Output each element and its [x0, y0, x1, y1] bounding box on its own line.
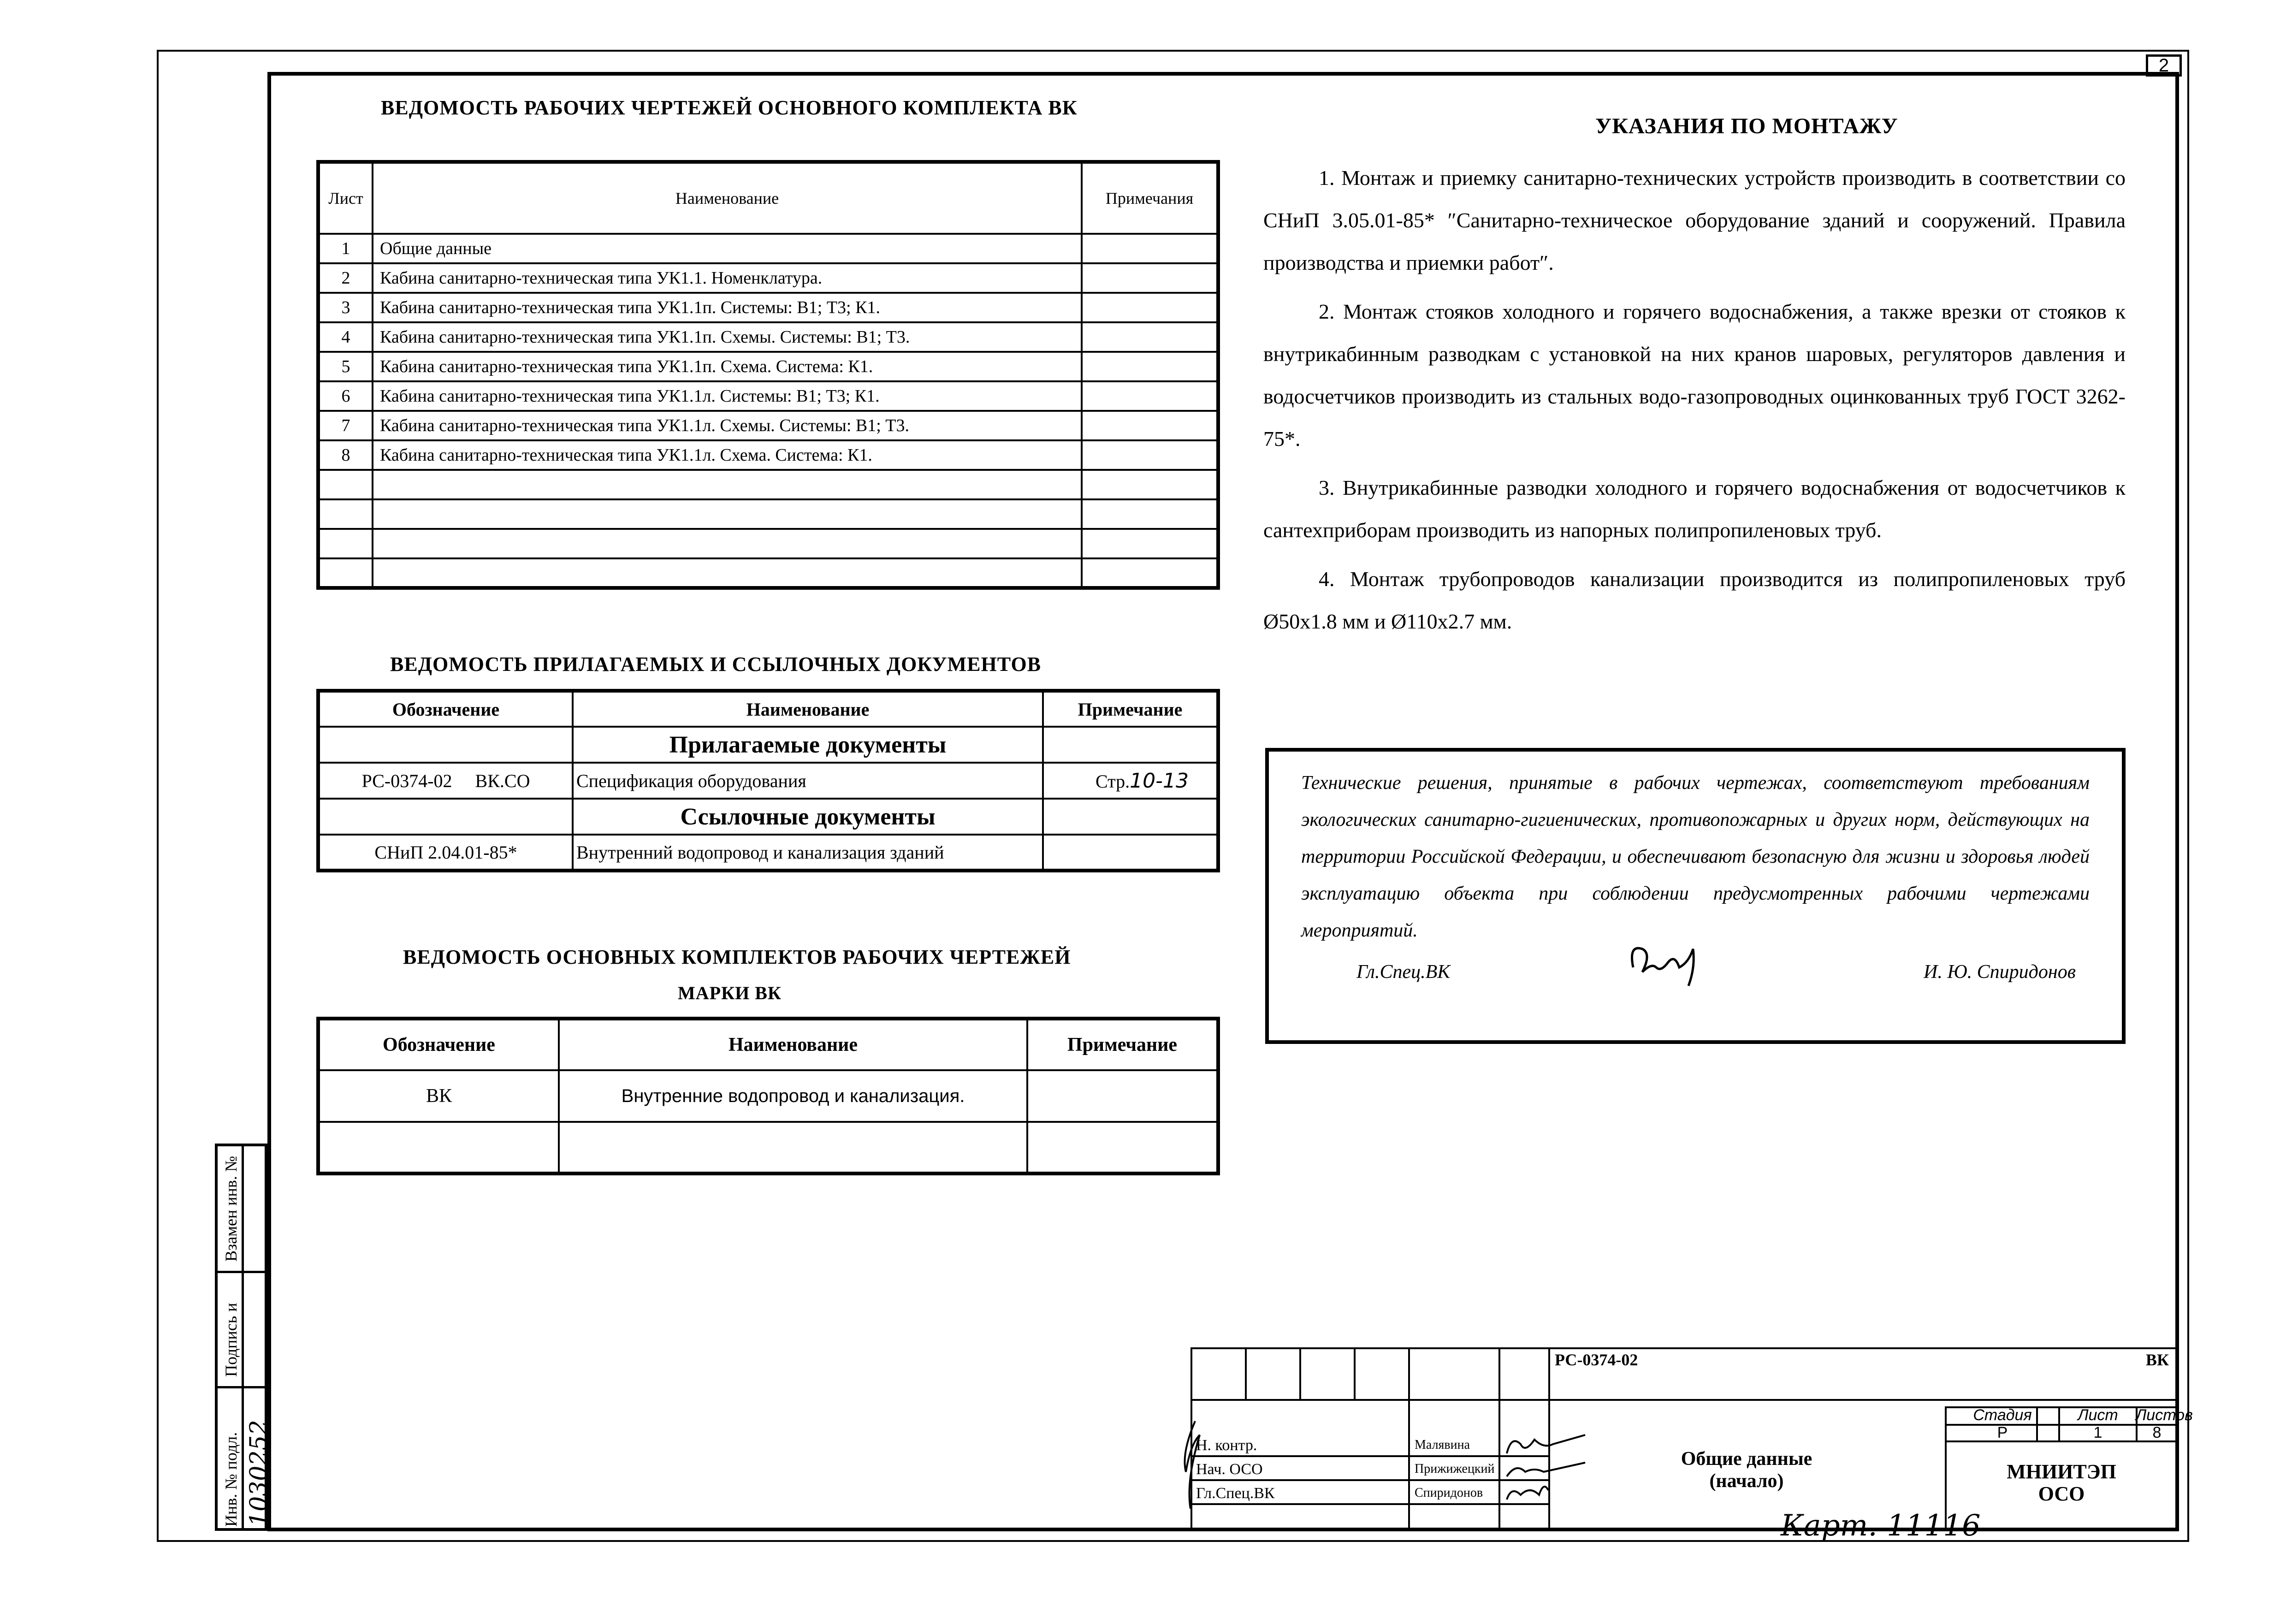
sets-list-title: ВЕДОМОСТЬ ОСНОВНЫХ КОМПЛЕКТОВ РАБОЧИХ ЧЕРТЕЖЕЙ: [403, 946, 1071, 968]
sheet-notes-cell: [1082, 558, 1218, 588]
instruction-item: 2. Монтаж стояков холодного и горячего водоснабжения, а также врезки от стояков к внутрикабинным разводкам с установкой на них кранов шаровых, регуляторов давления и водосчетчиков производить из стальных водо-газопроводных оцинкованных труб ГОСТ 3262-75*.: [1263, 300, 2126, 450]
sheets-value: 8: [2152, 1424, 2162, 1441]
sheet-name-cell: Общие данные: [373, 234, 1082, 263]
signature-icon: [1624, 935, 1716, 990]
set-name: [559, 1122, 1027, 1174]
handwritten-note: Карт. 11116: [1781, 1509, 1981, 1543]
sheet-notes-cell: [1082, 529, 1218, 558]
set-code: [318, 1122, 559, 1174]
staff-name: Малявина: [1415, 1438, 1470, 1452]
staff-signatures-icon: [1502, 1417, 1594, 1527]
doc-code: РС-0374-02: [1555, 1351, 1638, 1369]
sheet-notes-cell: [1082, 470, 1218, 499]
sheet-list-table: [316, 160, 1220, 590]
sheet-notes-cell: [1082, 263, 1218, 293]
sheet-sheet-cell: 7: [318, 411, 373, 440]
reference-doc-name: Внутренний водопровод и канализация зданий: [573, 835, 1043, 871]
set-code: ВК: [318, 1070, 559, 1122]
pen-mark-icon: [1177, 1417, 1204, 1518]
sheet-sheet-cell: [318, 499, 373, 529]
staff-role: Н. контр.: [1196, 1437, 1257, 1454]
side-stamp: [215, 1144, 273, 1531]
table-row: [318, 440, 1218, 470]
sheet-sheet-cell: 1: [318, 234, 373, 263]
doc-title-line-2: (начало): [1709, 1470, 1784, 1492]
table-row: [318, 470, 1218, 499]
sheet-name-cell: Кабина санитарно-техническая типа УК1.1л. Схема. Система: К1.: [373, 440, 1082, 470]
sheet-sheet-cell: 3: [318, 293, 373, 322]
sheet-name-cell: [373, 558, 1082, 588]
signature-label: Подпись и: [222, 1303, 240, 1377]
instruction-item: 4. Монтаж трубопроводов канализации производится из полипропиленовых труб Ø50x1.8 мм и Ø110x2.7 мм.: [1263, 567, 2126, 633]
sheet-notes-cell: [1082, 440, 1218, 470]
sheet-notes-cell: [1082, 411, 1218, 440]
table-row: [318, 529, 1218, 558]
page-number: 2: [2146, 54, 2182, 77]
compliance-role: Гл.Спец.ВК: [1356, 961, 1451, 983]
col-header-code: Обозначение: [318, 691, 573, 727]
sheet-notes-cell: [1082, 381, 1218, 411]
doc-mark: ВК: [2145, 1351, 2169, 1369]
col-header-note: Примечание: [1027, 1019, 1218, 1070]
sheet-sheet-cell: 5: [318, 352, 373, 381]
sheet-value: 1: [2093, 1424, 2102, 1441]
inventory-label: Инв. № подл.: [222, 1432, 240, 1527]
sheets-label: Листов: [2136, 1406, 2193, 1424]
col-header-sheet: Лист: [318, 162, 373, 234]
table-row: [318, 499, 1218, 529]
page-range-handwritten: 10-13: [1130, 769, 1189, 793]
sheet-name-cell: Кабина санитарно-техническая типа УК1.1п. Схема. Система: К1.: [373, 352, 1082, 381]
organization-line-2: ОСО: [2038, 1482, 2085, 1505]
table-row: [318, 263, 1218, 293]
sheet-sheet-cell: [318, 470, 373, 499]
col-header-note: Примечание: [1043, 691, 1218, 727]
sheet-sheet-cell: 2: [318, 263, 373, 293]
reference-docs-header: Ссылочные документы: [573, 799, 1043, 835]
attached-doc-code: РС-0374-02 ВК.СО: [318, 763, 573, 799]
sheet-name-cell: [373, 529, 1082, 558]
reference-doc-code: СНиП 2.04.01-85*: [318, 835, 573, 871]
attached-doc-note: Стр.10-13: [1043, 763, 1218, 799]
instruction-item: 1. Монтаж и приемку санитарно-технических устройств производить в соответствии со СНиП 3.05.01-85* ″Санитарно-техническое оборудование зданий и сооружений. Правила производства и приемки работ″.: [1263, 166, 2126, 274]
sheet-sheet-cell: 6: [318, 381, 373, 411]
table-row: [318, 352, 1218, 381]
title-block: [1190, 1347, 2193, 1543]
staff-name: Прижижецкий: [1415, 1462, 1495, 1476]
instructions-body: [1263, 157, 2126, 643]
compliance-note: [1265, 748, 2126, 1044]
sheet-name-cell: [373, 470, 1082, 499]
col-header-name: Наименование: [573, 691, 1043, 727]
replace-inventory-label: Взамен инв. №: [222, 1156, 240, 1262]
set-note: [1027, 1122, 1218, 1174]
inventory-number: 1030252: [245, 1420, 273, 1527]
reference-doc-note: [1043, 835, 1218, 871]
sheet-name-cell: Кабина санитарно-техническая типа УК1.1п. Системы: В1; Т3; К1.: [373, 293, 1082, 322]
staff-role: Гл.Спец.ВК: [1196, 1485, 1275, 1502]
sheet-list-title: ВЕДОМОСТЬ РАБОЧИХ ЧЕРТЕЖЕЙ ОСНОВНОГО КОМПЛЕКТА ВК: [381, 96, 1078, 119]
sheet-name-cell: Кабина санитарно-техническая типа УК1.1п. Схемы. Системы: В1; Т3.: [373, 322, 1082, 352]
organization-line-1: МНИИТЭП: [2007, 1460, 2116, 1483]
sheet-notes-cell: [1082, 352, 1218, 381]
attached-doc-name: Спецификация оборудования: [573, 763, 1043, 799]
sheet-sheet-cell: 8: [318, 440, 373, 470]
col-header-notes: Примечания: [1082, 162, 1218, 234]
table-row: [318, 322, 1218, 352]
col-header-name: Наименование: [373, 162, 1082, 234]
sheet-sheet-cell: [318, 529, 373, 558]
staff-role: Нач. ОСО: [1196, 1461, 1263, 1478]
col-header-code: Обозначение: [318, 1019, 559, 1070]
doc-title-line-1: Общие данные: [1681, 1448, 1812, 1470]
sheet-label: Лист: [2078, 1406, 2118, 1424]
sheet-name-cell: Кабина санитарно-техническая типа УК1.1л. Системы: В1; Т3; К1.: [373, 381, 1082, 411]
col-header-name: Наименование: [559, 1019, 1027, 1070]
table-row: [318, 411, 1218, 440]
sheet-notes-cell: [1082, 322, 1218, 352]
compliance-name: И. Ю. Спиридонов: [1923, 961, 2076, 983]
stage-label: Стадия: [1973, 1406, 2032, 1424]
table-row: [318, 293, 1218, 322]
table-row: [318, 381, 1218, 411]
sheet-notes-cell: [1082, 293, 1218, 322]
sheet-sheet-cell: [318, 558, 373, 588]
instruction-item: 3. Внутрикабинные разводки холодного и горячего водоснабжения от водосчетчиков к сантехприборам производить из напорных полипропиленовых труб.: [1263, 476, 2126, 542]
sheet-name-cell: Кабина санитарно-техническая типа УК1.1л. Схемы. Системы: В1; Т3.: [373, 411, 1082, 440]
sheet-sheet-cell: 4: [318, 322, 373, 352]
table-row: [318, 558, 1218, 588]
stage-value: Р: [1997, 1424, 2008, 1441]
table-row: [318, 234, 1218, 263]
set-note: [1027, 1070, 1218, 1122]
instructions-title: УКАЗАНИЯ ПО МОНТАЖУ: [1595, 114, 1898, 138]
sheet-name-cell: [373, 499, 1082, 529]
compliance-text: Технические решения, принятые в рабочих чертежах, соответствуют требованиям экологических санитарно-гигиенических, противопожарных и других норм, действующих на территории Российской Федерации, и обеспечивают безопасную для жизни и здоровья людей эксплуатацию объекта при соблюдении предусмотренных рабочими чертежами мероприятий.: [1301, 772, 2090, 941]
set-name: Внутренние водопровод и канализация.: [559, 1070, 1027, 1122]
sheet-notes-cell: [1082, 499, 1218, 529]
attached-docs-header: Прилагаемые документы: [573, 727, 1043, 763]
sets-list-subtitle: МАРКИ ВК: [678, 983, 782, 1003]
sheet-notes-cell: [1082, 234, 1218, 263]
staff-name: Спиридонов: [1415, 1486, 1483, 1500]
docs-list-title: ВЕДОМОСТЬ ПРИЛАГАЕМЫХ И ССЫЛОЧНЫХ ДОКУМЕНТОВ: [390, 653, 1042, 676]
sheet-name-cell: Кабина санитарно-техническая типа УК1.1. Номенклатура.: [373, 263, 1082, 293]
docs-list-table: [316, 689, 1220, 872]
sets-list-table: [316, 1017, 1220, 1175]
